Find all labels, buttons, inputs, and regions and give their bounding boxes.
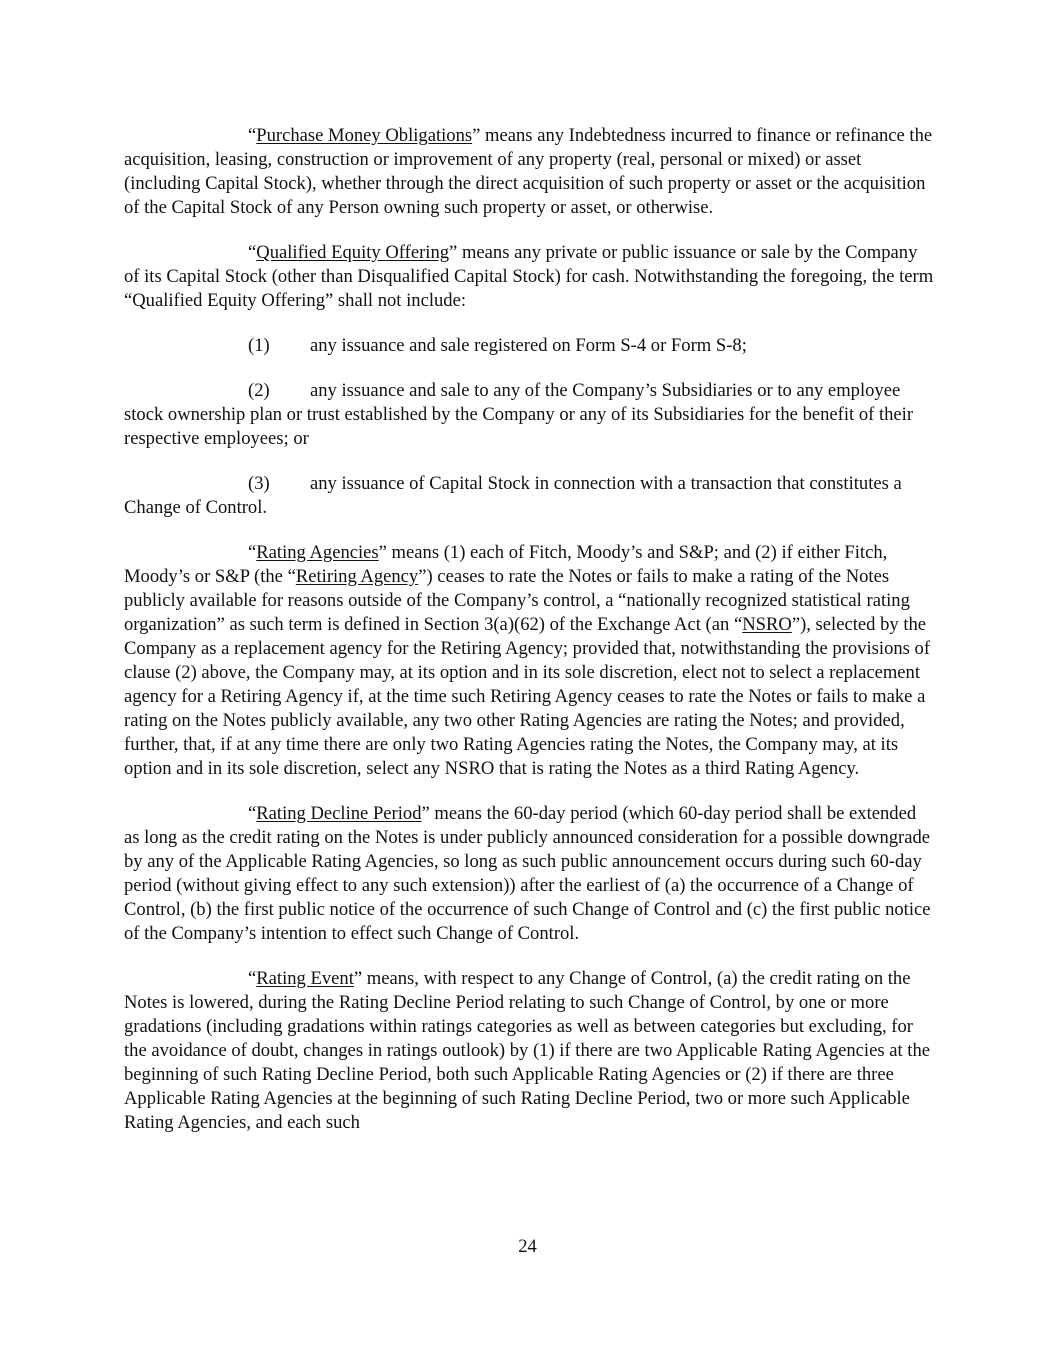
definition-rating-agencies bbox=[124, 541, 934, 781]
definition-text: ”), selected by the Company as a replacement agency for the Retiring Agency; provided that, notwithstanding the provisions of clause (2) above, the Company may, at its option and in its sole discretion, elect not to select a replacement agency for a Retiring Agency if, at the time such Retiring Agency ceases to rate the Notes or fails to make a rating on the Notes publicly available, any two other Rating Agencies are rating the Notes; and provided, further, that, if at any time there are only two Rating Agencies rating the Notes, the Company may, at its option and in its sole discretion, select any NSRO that is rating the Notes as a third Rating Agency. bbox=[124, 614, 931, 779]
definition-rating-event bbox=[124, 967, 934, 1135]
list-item-text: any issuance of Capital Stock in connection with a transaction that constitutes a Change of Control. bbox=[124, 473, 902, 518]
definition-text: ” means any Indebtedness incurred to finance or refinance the acquisition, leasing, construction or improvement of any property (real, personal or mixed) or asset (including Capital Stock), whether through the direct acquisition of such property or asset or the acquisition of the Capital Stock of any Person owning such property or asset, or otherwise. bbox=[124, 125, 933, 218]
defined-term: Rating Agencies bbox=[256, 542, 379, 563]
document-page bbox=[124, 124, 934, 1156]
definition-purchase-money-obligations bbox=[124, 124, 934, 220]
page-number: 24 bbox=[518, 1236, 537, 1257]
list-item bbox=[124, 472, 934, 520]
open-quote: “ bbox=[248, 968, 257, 989]
definition-text: ” means, with respect to any Change of Control, (a) the credit rating on the Notes is lowered, during the Rating Decline Period relating to such Change of Control, by one or more gradations (including gradations within ratings categories as well as between categories but excluding, for the avoidance of doubt, changes in ratings outlook) by (1) if there are two Applicable Rating Agencies at the beginning of such Rating Decline Period, both such Applicable Rating Agencies or (2) if there are three Applicable Rating Agencies at the beginning of such Rating Decline Period, two or more such Applicable Rating Agencies, and each such bbox=[124, 968, 931, 1133]
open-quote: “ bbox=[248, 542, 257, 563]
defined-term-retiring-agency: Retiring Agency bbox=[295, 566, 419, 587]
defined-term: Rating Event bbox=[256, 968, 354, 989]
open-quote: “ bbox=[248, 242, 257, 263]
defined-term: Rating Decline Period bbox=[256, 803, 422, 824]
defined-term: Purchase Money Obligations bbox=[256, 125, 473, 146]
list-item-number: (3) bbox=[248, 473, 270, 494]
definition-text: ” means any private or public issuance or sale by the Company of its Capital Stock (other than Disqualified Capital Stock) for cash. Notwithstanding the foregoing, the term “Qualified Equity Offering” shall not include: bbox=[124, 242, 934, 311]
definition-rating-decline-period bbox=[124, 802, 934, 946]
definition-qualified-equity-offering bbox=[124, 241, 934, 313]
list-item-number: (2) bbox=[248, 380, 270, 401]
list-item-text: any issuance and sale to any of the Company’s Subsidiaries or to any employee stock ownership plan or trust established by the Company or any of its Subsidiaries for the benefit of their respective employees; or bbox=[124, 380, 914, 449]
defined-term: Qualified Equity Offering bbox=[256, 242, 450, 263]
definition-text: ” means the 60-day period (which 60-day period shall be extended as long as the credit rating on the Notes is under publicly announced consideration for a possible downgrade by any of the Applicable Rating Agencies, so long as such public announcement occurs during such 60-day period (without giving effect to any such extension)) after the earliest of (a) the occurrence of a Change of Control, (b) the first public notice of the occurrence of such Change of Control and (c) the first public notice of the Company’s intention to effect such Change of Control. bbox=[124, 803, 931, 944]
list-item bbox=[124, 334, 934, 358]
list-item bbox=[124, 379, 934, 451]
definition-text: ” means (1) each of Fitch, Moody’s and S&P; and (2) if either Fitch, Moody’s or S&P (the “ bbox=[124, 542, 888, 587]
defined-term-nsro: NSRO bbox=[742, 614, 792, 635]
list-item-text: any issuance and sale registered on Form S-4 or Form S-8; bbox=[310, 335, 747, 356]
open-quote: “ bbox=[248, 803, 257, 824]
open-quote: “ bbox=[248, 125, 257, 146]
list-item-number: (1) bbox=[248, 335, 270, 356]
definition-text: ”) ceases to rate the Notes or fails to make a rating of the Notes publicly available for reasons outside of the Company’s control, a “nationally recognized statistical rating organization” as such term is defined in Section 3(a)(62) of the Exchange Act (an “ bbox=[124, 566, 910, 635]
